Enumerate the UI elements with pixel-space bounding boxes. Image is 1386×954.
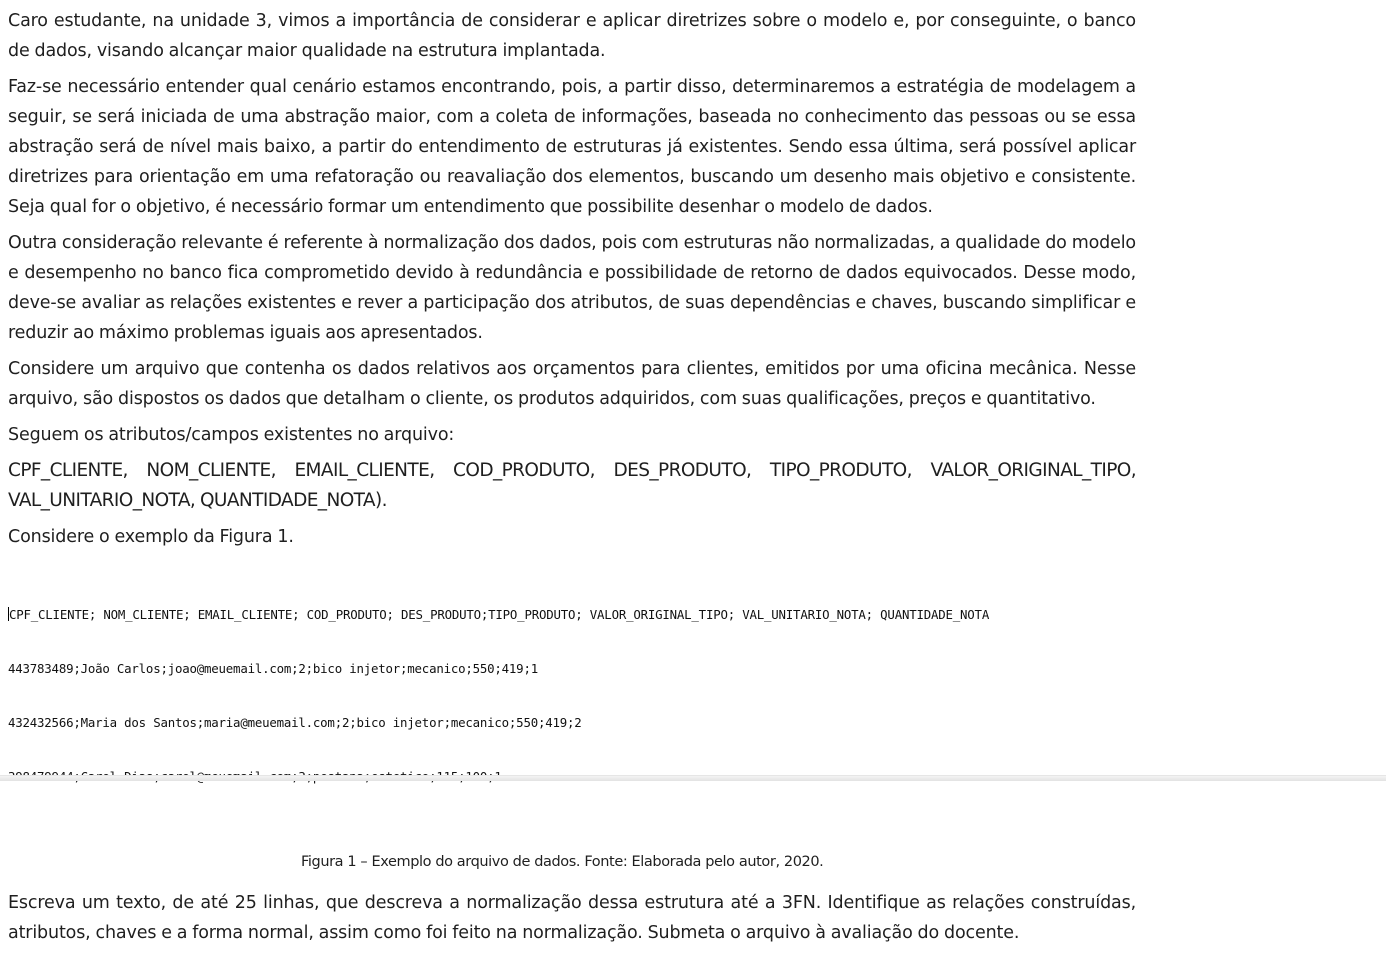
data-file-header-text: CPF_CLIENTE; NOM_CLIENTE; EMAIL_CLIENTE; COD_PRODUTO; DES_PRODUTO;TIPO_PRODUTO; VALOR_ORIGINAL_TIPO; VAL_UNITARIO_NOTA; QUANTIDADE_NOTA — [9, 607, 990, 622]
figure-1-data-file — [8, 570, 1136, 822]
figure-caption: Figura 1 – Exemplo do arquivo de dados. Fonte: Elaborada pelo autor, 2020. — [301, 854, 824, 870]
data-file-row: 432432566;Maria dos Santos;maria@meuemail.com;2;bico injetor;mecanico;550;419;2 — [8, 715, 582, 730]
file-description-paragraph: Considere um arquivo que contenha os dados relativos aos orçamentos para clientes, emitidos por uma oficina mecânica. Nesse arquivo, são dispostos os dados que detalham o cliente, os produtos adquiridos, com suas qualificações, preços e quantitativo. — [8, 359, 1136, 409]
normalization-paragraph: Outra consideração relevante é referente à normalização dos dados, pois com estruturas não normalizadas, a qualidade do modelo e desempenho no banco fica comprometido devido à redundância e possibilidade de retorno de dados equivocados. Desse modo, deve-se avaliar as relações existentes e rever a participação dos atributos, de suas dependências e chaves, buscando simplificar e reduzir ao máximo problemas iguais aos apresentados. — [8, 233, 1136, 343]
attributes-list-paragraph: CPF_CLIENTE, NOM_CLIENTE, EMAIL_CLIENTE, COD_PRODUTO, DES_PRODUTO, TIPO_PRODUTO, VALOR_ORIGINAL_TIPO, VAL_UNITARIO_NOTA, QUANTIDADE_NOTA). — [8, 460, 1136, 511]
assignment-paragraph: Escreva um texto, de até 25 linhas, que descreva a normalização dessa estrutura até a 3FN. Identifique as relações construídas, atributos, chaves e a forma normal, assim como foi feito na normalização. Submeta o arquivo à avaliação do docente. — [8, 893, 1136, 943]
data-file-header-line — [8, 606, 1136, 624]
bottom-divider — [0, 775, 1386, 781]
figure-reference-paragraph: Considere o exemplo da Figura 1. — [8, 527, 294, 547]
data-file-row: 443783489;João Carlos;joao@meuemail.com;2;bico injetor;mecanico;550;419;1 — [8, 661, 538, 676]
attributes-intro-paragraph: Seguem os atributos/campos existentes no arquivo: — [8, 425, 455, 445]
document-content — [8, 6, 1136, 954]
intro-paragraph: Caro estudante, na unidade 3, vimos a importância de considerar e aplicar diretrizes sobre o modelo e, por conseguinte, o banco de dados, visando alcançar maior qualidade na estrutura implantada. — [8, 11, 1136, 61]
scenario-paragraph: Faz-se necessário entender qual cenário estamos encontrando, pois, a partir disso, determinaremos a estratégia de modelagem a seguir, se será iniciada de uma abstração maior, com a coleta de informações, baseada no conhecimento das pessoas ou se essa abstração será de nível mais baixo, a partir do entendimento de estruturas já existentes. Sendo essa última, será possível aplicar diretrizes para orientação em uma refatoração ou reavaliação dos elementos, buscando um desenho mais objetivo e consistente. Seja qual for o objetivo, é necessário formar um entendimento que possibilite desenhar o modelo de dados. — [8, 77, 1136, 217]
